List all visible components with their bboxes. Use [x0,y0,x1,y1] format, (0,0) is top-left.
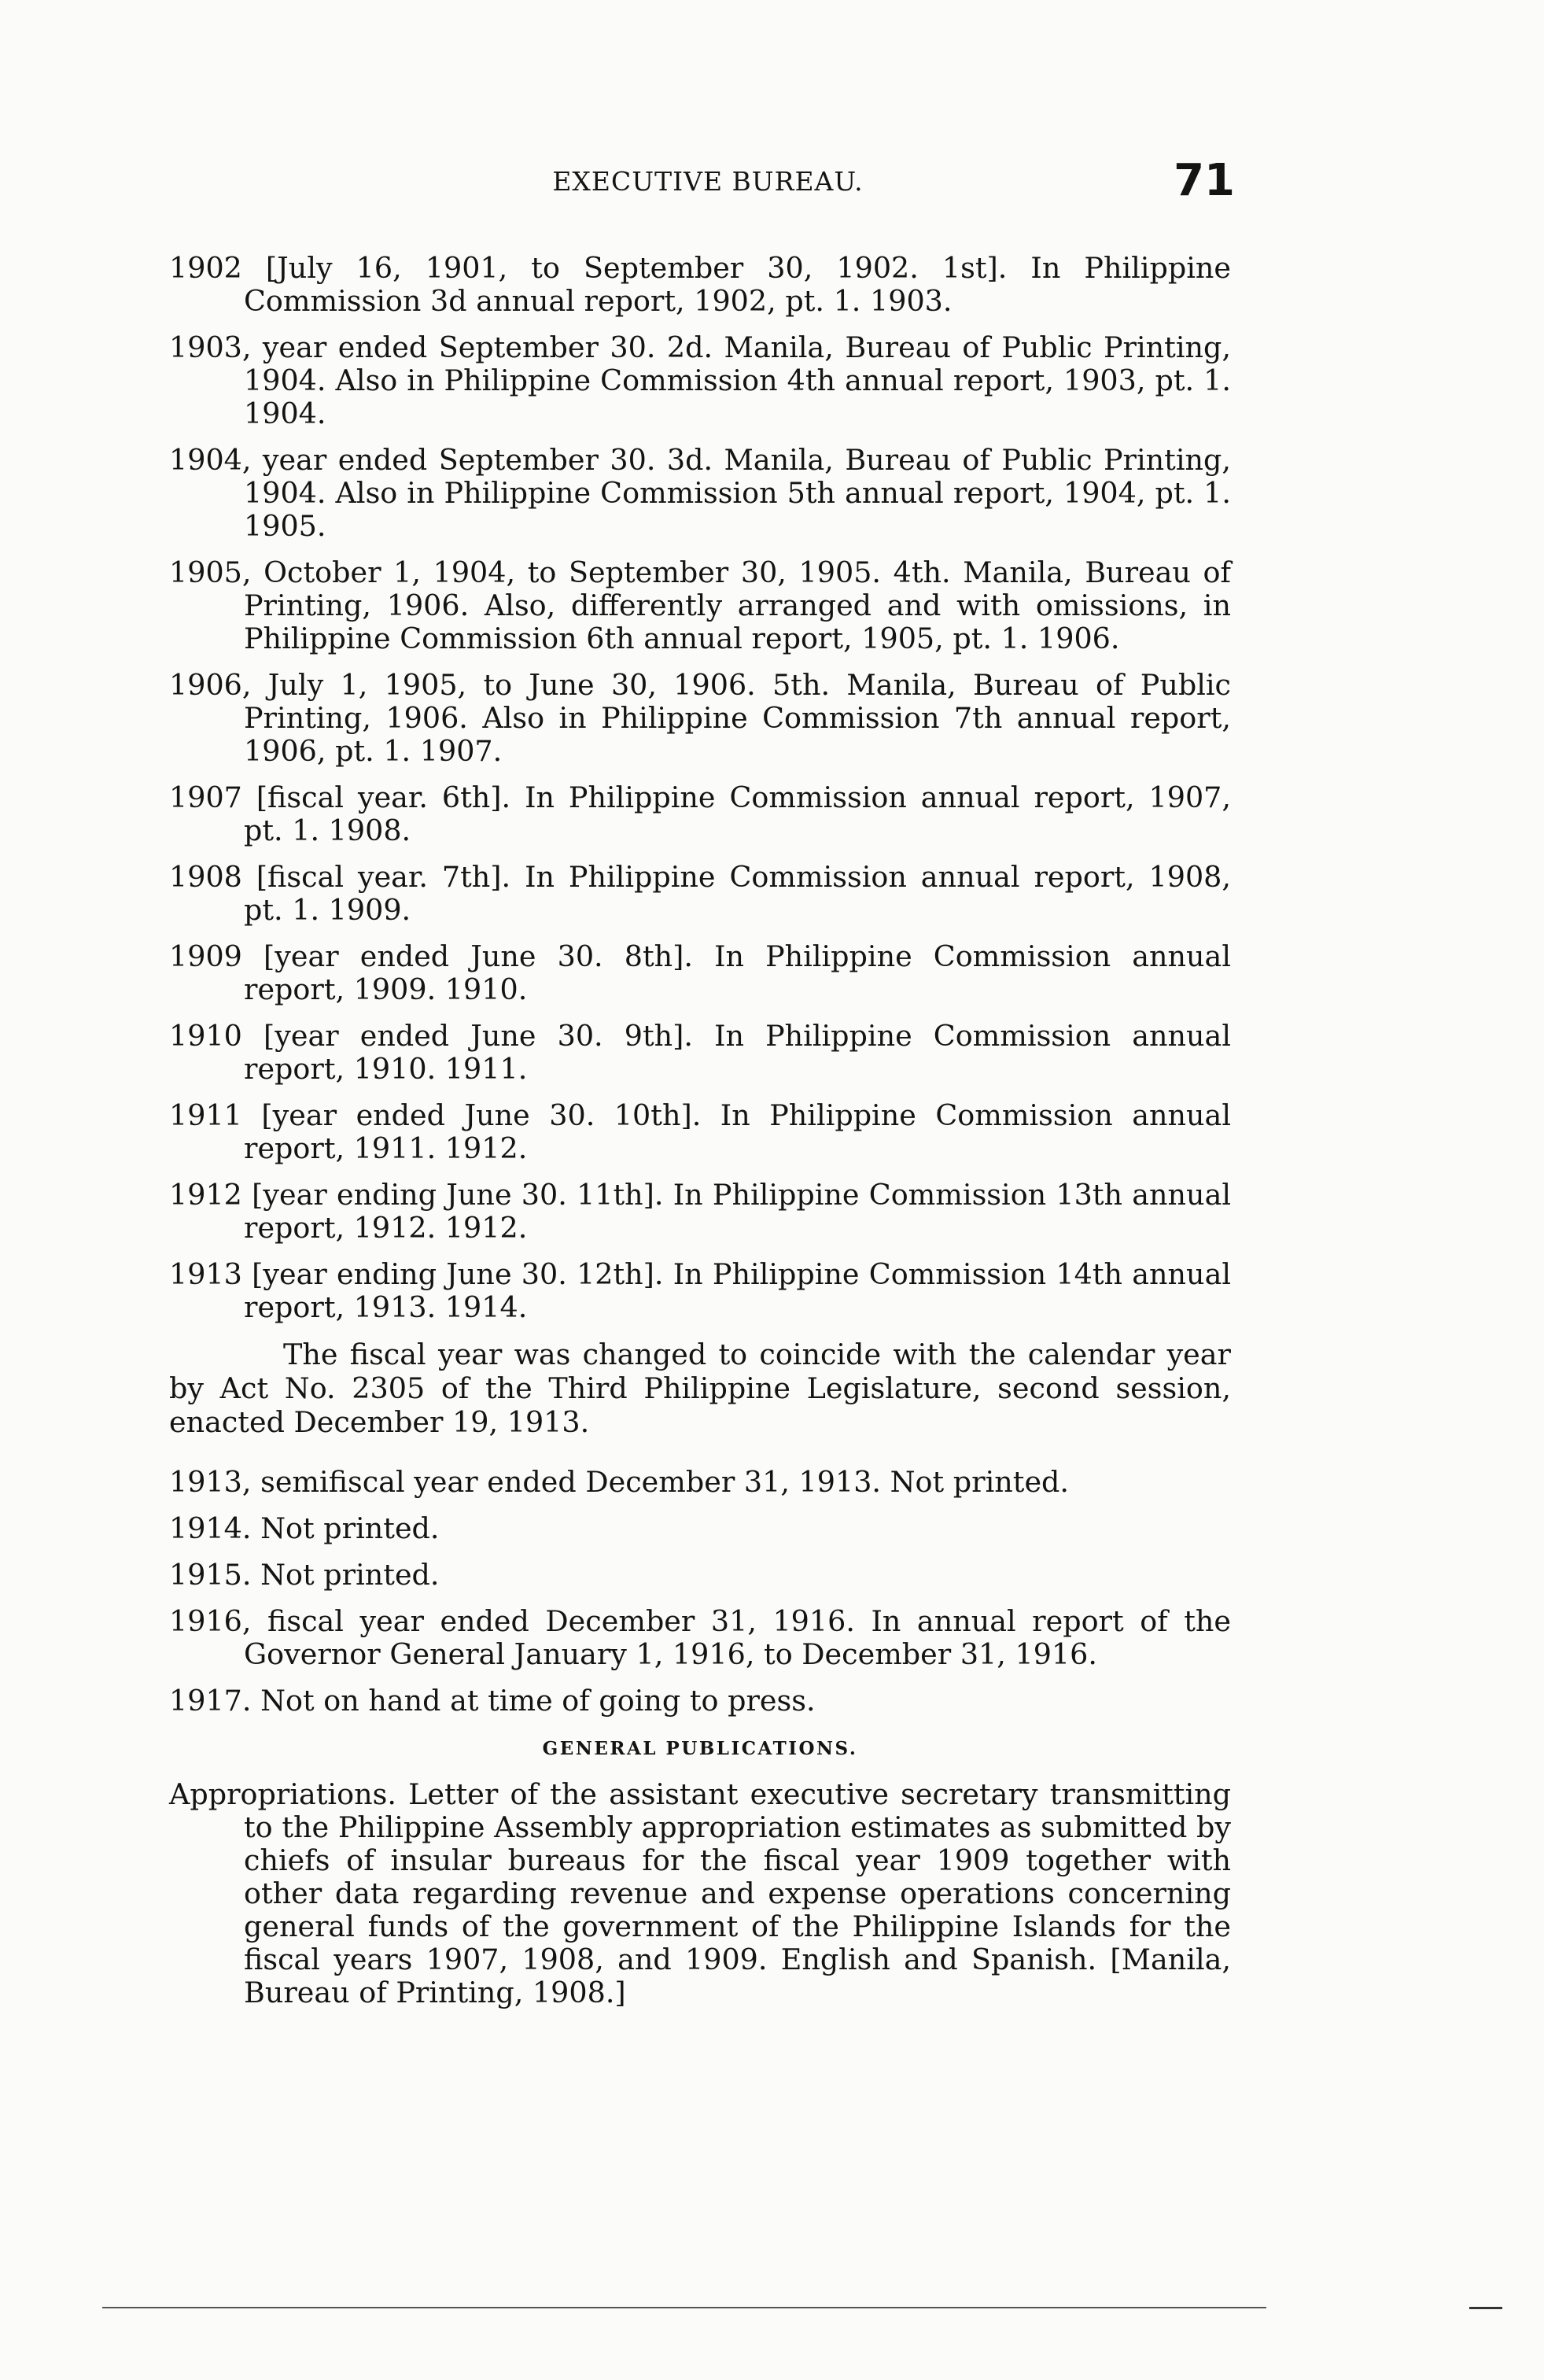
report-entry-1905: 1905, October 1, 1904, to September 30, 1905. 4th. Manila, Bureau of Printing, 1906. Also, differently arranged and with omissions, in Philippine Commission 6th annual report, 1905, pt. 1. 1906. [169,555,1231,655]
report-entry-1907: 1907 [fiscal year. 6th]. In Philippine Commission annual report, 1907, pt. 1. 1908. [169,780,1231,847]
report-entry-1904: 1904, year ended September 30. 3d. Manila, Bureau of Public Printing, 1904. Also in Philippine Commission 5th annual report, 1904, pt. 1. 1905. [169,443,1231,543]
report-entry-1902: 1902 [July 16, 1901, to September 30, 1902. 1st]. In Philippine Commission 3d annual report, 1902, pt. 1. 1903. [169,251,1231,318]
report-entry-1913-semifiscal: 1913, semifiscal year ended December 31, 1913. Not printed. [169,1465,1070,1499]
report-entry-1913: 1913 [year ending June 30. 12th]. In Philippine Commission 14th annual report, 1913. 1914. [169,1257,1231,1324]
report-entry-1910: 1910 [year ended June 30. 9th]. In Philippine Commission annual report, 1910. 1911. [169,1019,1231,1086]
report-entry-1914: 1914. Not printed. [169,1511,440,1545]
report-entry-1903: 1903, year ended September 30. 2d. Manila, Bureau of Public Printing, 1904. Also in Philippine Commission 4th annual report, 1903, pt. 1. 1904. [169,330,1231,430]
report-entry-1917: 1917. Not on hand at time of going to press. [169,1684,816,1718]
publication-entry: Appropriations. Letter of the assistant executive secretary transmitting to the Philippine Assembly appropriation estimates as submitted by chiefs of insular bureaus for the fiscal year 1909 together with other data regarding revenue and expense operations concerning general funds of the government of the Philippine Islands for the fiscal years 1907, 1908, and 1909. English and Spanish. [Manila, Bureau of Printing, 1908.] [169,1777,1231,2009]
report-entry-1908: 1908 [fiscal year. 7th]. In Philippine Commission annual report, 1908, pt. 1. 1909. [169,860,1231,927]
fiscal-year-note: The fiscal year was changed to coincide with the calendar year by Act No. 2305 of the Third Philippine Legislature, second session, enacted December 19, 1913. [169,1338,1231,1439]
section-heading: GENERAL PUBLICATIONS. [542,1738,858,1759]
report-entry-1909: 1909 [year ended June 30. 8th]. In Philippine Commission annual report, 1909. 1910. [169,939,1231,1006]
bottom-rule [102,2307,1266,2308]
report-entry-1915: 1915. Not printed. [169,1558,440,1592]
running-head: EXECUTIVE BUREAU. [552,166,864,197]
page-number: 71 [1174,155,1235,206]
report-entry-1912: 1912 [year ending June 30. 11th]. In Philippine Commission 13th annual report, 1912. 1912. [169,1178,1231,1245]
report-entry-1916: 1916, fiscal year ended December 31, 1916. In annual report of the Governor General January 1, 1916, to December 31, 1916. [169,1604,1231,1671]
page-content [169,252,1231,2009]
report-entry-1906: 1906, July 1, 1905, to June 30, 1906. 5th. Manila, Bureau of Public Printing, 1906. Also in Philippine Commission 7th annual report, 1906, pt. 1. 1907. [169,668,1231,768]
edge-mark [1469,2307,1502,2309]
page-header [181,155,1235,216]
report-entry-1911: 1911 [year ended June 30. 10th]. In Philippine Commission annual report, 1911. 1912. [169,1098,1231,1165]
